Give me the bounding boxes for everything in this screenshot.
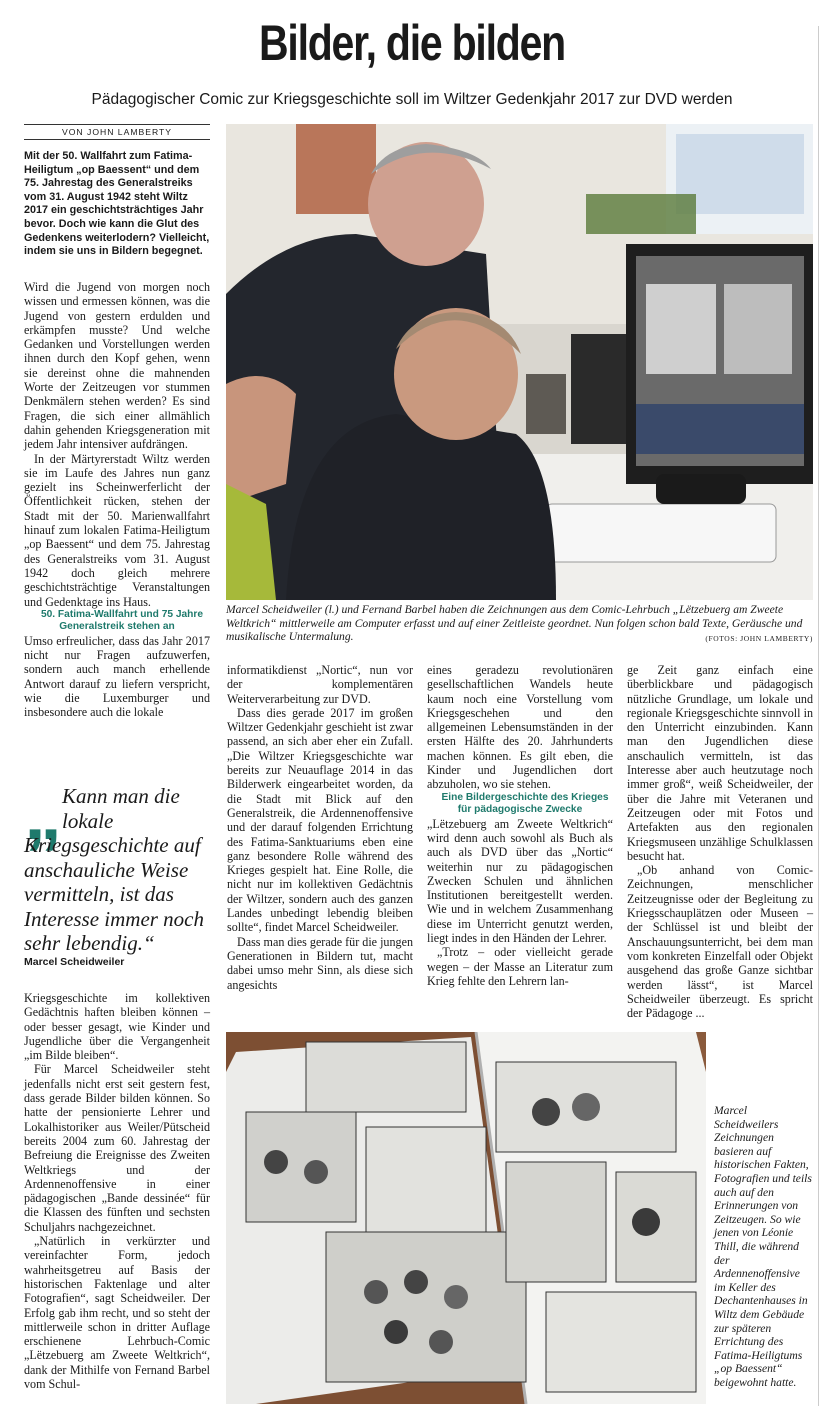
quote-author: Marcel Scheidweiler	[24, 956, 125, 968]
paragraph: Dass man dies gerade für die jungen Generationen in Bildern tut, macht dabei umso mehr Sinn, als diese sich angesichts	[227, 934, 413, 992]
column-rule	[818, 26, 819, 1406]
subtitle: 50. Fatima-Wallfahrt und 75 Jahre Generalstreik stehen an	[40, 608, 204, 633]
paragraph: eines geradezu revolutionären gesellschaftlichen Wandels heute kaum noch eine Vorstellung vom Kriegsgeschehen und den allgemeinen Lebensumständen in der ersten Hälfte des 20. Jahrhunderts machen können. Es gilt eben, die Kinder und Jugendlichen dort abzuholen, wo sie stehen.	[427, 663, 613, 792]
headline: Bilder, die bilden	[259, 15, 565, 71]
paragraph: Wird die Jugend von morgen noch wissen und ermessen können, was die Jugend von gestern erdulden und erkämpfen musste? Und welche Gedanken und Vorstellungen werden ihnen durch den Kopf gehen, wenn sie dereinst ohne die mahnenden Worte der Zeitzeugen vor stummen Denkmälern stehen werden? Es sind Fragen, die sich einer allmählich dahin gehenden Kriegsgeneration mit jedem Jahr intensiver aufdrängen.	[24, 280, 210, 452]
quote-text: Kann man die lokale Kriegsgeschichte auf anschauliche Weise vermitteln, ist das Interesse immer noch sehr lebendig.“	[24, 784, 205, 955]
photo-comic-book-image	[226, 1032, 706, 1404]
paragraph: „Trotz – oder vielleicht gerade wegen – der Masse an Literatur zum Krieg fehlte den Lehrern lan-	[427, 945, 613, 988]
lead-paragraph: Mit der 50. Wallfahrt zum Fatima-Heiligtum „op Baessent“ und dem 75. Jahrestag des Generalstreiks vom 31. August 1942 steht Wiltz 2017 ein geschichtsträchtiges Jahr bevor. Doch wie kann die Glut des Gedenkens weiterlodern? Vielleicht, indem sie uns in Bildern begegnet.	[24, 150, 210, 258]
column-3	[427, 663, 613, 988]
paragraph: „Lëtzebuerg am Zweete Weltkrich“ wird denn auch sowohl als Buch als auch als DVD über das „Nortic“ weiterhin nur zu pädagogischen Zwecken Schulen und ähnlichen Institutionen bereitgestellt werden. Wie und in welchem Zusammenhang diese im Unterricht genutzt werden, liegt indes in den Händen der Lehrer.	[427, 816, 613, 946]
photo-comic-book	[226, 1032, 706, 1404]
photo-computer-work	[226, 124, 813, 600]
paragraph: „Ob anhand von Comic-Zeichnungen, menschlicher Zeitzeugnisse oder der Begleitung zu Kriegsschauplätzen oder Museen – der Schlüssel ist und bleibt der Anschauungsunterricht, bei dem man vom konkreten Einzelfall oder Objekt ausgehend das große Ganze sichtbar werden lässt“, ist Marcel Scheidweiler überzeugt. Es spricht der Pädagoge ...	[627, 863, 813, 1021]
paragraph: Dass dies gerade 2017 im großen Wiltzer Gedenkjahr geschieht ist zwar passend, an sich aber eher ein Zufall. „Die Wiltzer Kriegsgeschichte war bereits zur Neuauflage 2014 in das Bilderwerk eingearbeitet worden, da die Stadt mit Blick auf den Generalstreik, die Ardennenoffensive und der darauf folgenden Errichtung des Fatima-Sanktuariums eben eine ganz besondere Rolle während des Krieges gespielt hat. Eine Rolle, die nicht nur im kollektiven Gedächtnis der Wiltzer, sondern auch des ganzen Landes unbedingt lebendig bleiben sollte“, findet Marcel Scheidweiler.	[227, 705, 413, 935]
column-1-upper	[24, 280, 210, 720]
paragraph: Kriegsgeschichte im kollektiven Gedächtnis haften bleiben können – oder besser gesagt, wie Kinder und Jugendliche über die Vergangenheit „im Bilde bleiben“.	[24, 991, 210, 1063]
paragraph: ge Zeit ganz einfach eine überblickbare und pädagogisch nützliche Grundlage, um lokale und regionale Kriegsgeschichte sinnvoll in den Unterricht einzubinden. Kann man den Jugendlichen diese anschaulich vermitteln, ist das Interesse aber auch heutzutage noch immer groß“, weiß Scheidweiler, der über die Jahre mit Veteranen und Zeitzeugen oder mit Fotos und Artefakten aus den regionalen Kriegsmuseen unzählige Schulklassen besucht hat.	[627, 663, 813, 863]
subtitle: Eine Bildergeschichte des Krieges für pädagogische Zwecke	[441, 791, 609, 816]
paragraph: Für Marcel Scheidweiler steht jedenfalls nicht erst seit gestern fest, dass gerade Bilder bilden können. So hatte der pensionierte Lehrer und Lokalhistoriker aus Weiler/Pütscheid bereits 2004 zum 60. Jahrestag der Befreiung die Ereignisse des Zweiten Weltkriegs und der Ardennenoffensive in einer pädagogischen „Bande dessinée“ für die Klassen des fünften und sechsten Schuljahrs nachgezeichnet.	[24, 1062, 210, 1234]
column-4	[627, 663, 813, 1020]
paragraph: Umso erfreulicher, dass das Jahr 2017 nicht nur Fragen aufzuwerfen, sondern auch manch erhellende Antwort darauf zu liefern verspricht, wie die Luxemburger und insbesondere auch die lokale	[24, 633, 210, 720]
photo-caption-1	[226, 603, 813, 646]
subheadline: Pädagogischer Comic zur Kriegsgeschichte soll im Wiltzer Gedenkjahr 2017 zur DVD werden	[91, 91, 733, 108]
quote-mark-icon: „	[24, 771, 56, 856]
column-2	[227, 663, 413, 992]
paragraph: „Natürlich in verkürzter und vereinfachter Form, jedoch wahrheitsgetreu auf Basis der historischen Faktenlage und alter Fotografien“, sagt Scheidweiler. Der Erfolg gab ihm recht, und so steht der mittlerweile schon in dritter Auflage erschienene Lehrbuch-Comic „Lëtzebuerg am Zweete Weltkrich“, dank der Mithilfe von Fernand Barbel vom Schul-	[24, 1234, 210, 1392]
byline: VON JOHN LAMBERTY	[24, 124, 210, 140]
paragraph: informatikdienst „Nortic“, nun vor der komplementären Weiterverarbeitung zur DVD.	[227, 663, 413, 706]
pull-quote	[24, 771, 210, 956]
paragraph: In der Märtyrerstadt Wiltz werden sie im Laufe des Jahres nun ganz gezielt ins Scheinwerferlicht der Öffentlichkeit rücken, stehen der Stadt mit der 50. Marienwallfahrt hinauf zum lokalen Fatima-Heiligtum „op Baessent“ und dem 75. Jahrestag des Generalstreiks vom 31. August 1942 doch gleich mehrere geschichtsträchtige Veranstaltungen und Gedenktage ins Haus.	[24, 451, 210, 609]
column-1-lower	[24, 991, 210, 1391]
photo-computer-work-image	[226, 124, 813, 600]
photo-credit: (FOTOS: JOHN LAMBERTY)	[705, 634, 813, 644]
caption-text: Marcel Scheidweiler (l.) und Fernand Barbel haben die Zeichnungen aus dem Comic-Lehrbuch „Lëtzebuerg am Zweete Weltkrich“ mittlerweile am Computer erfasst und auf einer Zeitleiste geordnet. Nun folgen schon bald Texte, Geräusche und musikalische Untermalung.	[226, 603, 803, 644]
photo-caption-2: Marcel Scheidweilers Zeichnungen basieren auf historischen Fakten, Fotografien und teils auch auf den Erinnerungen von Zeitzeugen. So wie jenen von Léonie Thill, die während der Ardennenoffensive im Keller des Dechantenhauses in Wiltz dem Gebäude zur späteren Errichtung des Fatima-Heiligtums „op Baessent“ beigewohnt hatte.	[714, 1104, 812, 1389]
